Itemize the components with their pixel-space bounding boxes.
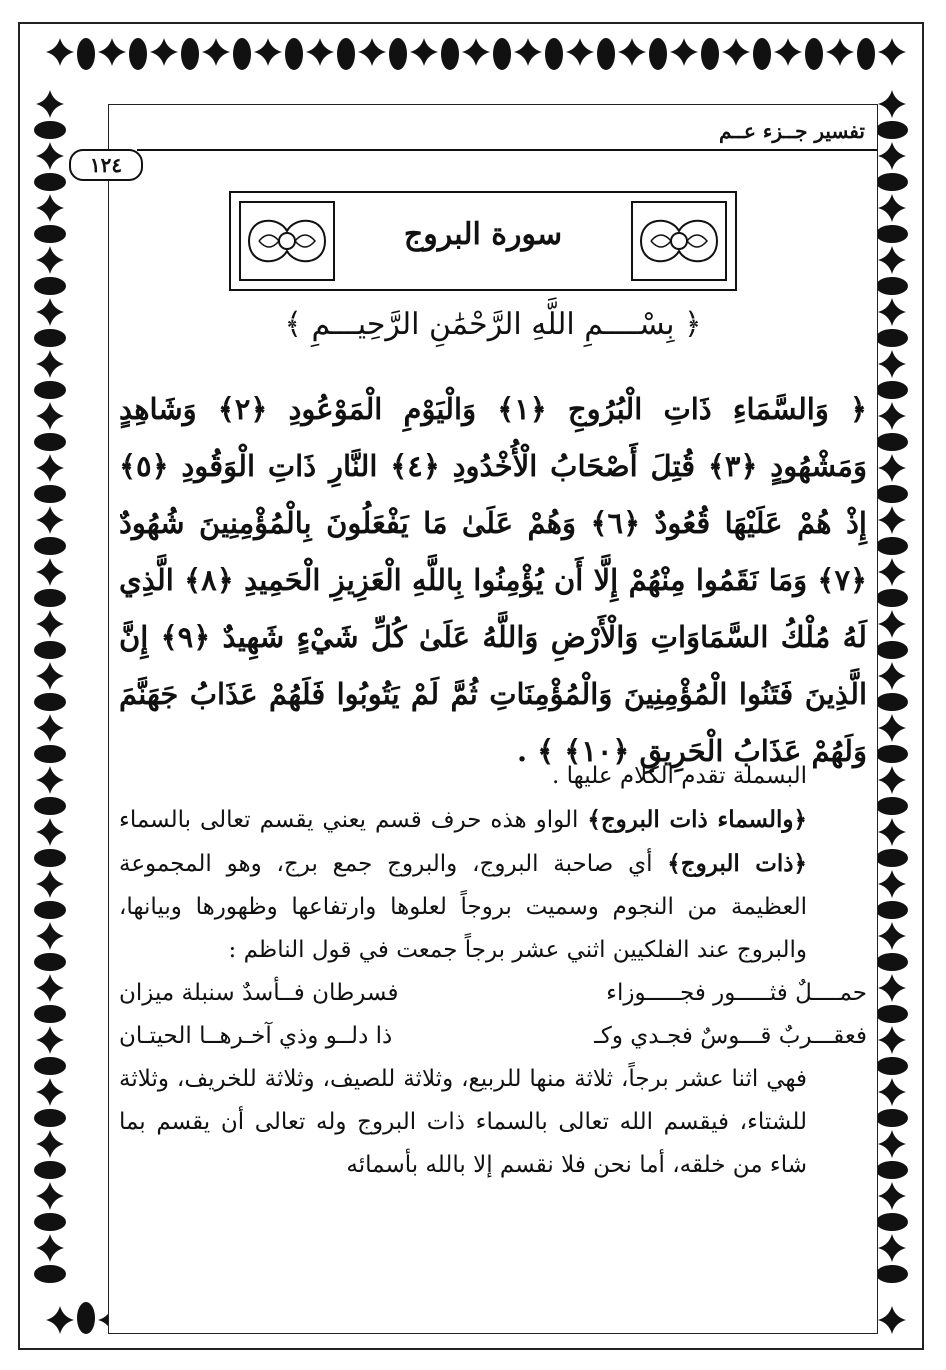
border-star-icon [36,142,64,170]
running-title: تفسير جــزء عــم [718,119,865,143]
border-star-icon [36,922,64,950]
paragraph [119,798,867,972]
paragraph: البسملة تقدم الكلام عليها . [552,763,807,789]
border-leaf-icon [34,225,66,243]
border-leaf-icon [34,849,66,867]
border-star-icon [36,246,64,274]
poem-hemistich: فعقـــربٌ قـــوسٌ فجـدي وكـ [594,1023,867,1049]
border-star-icon [878,714,906,742]
border-star-icon [878,766,906,794]
border-star-icon [36,714,64,742]
poem-hemistich: فسرطان فــأسدٌ سنبلة ميزان [119,980,399,1006]
border-star-icon [98,38,126,66]
border-star-icon [878,558,906,586]
border-leaf-icon [876,1005,908,1023]
surah-title-box [229,191,737,291]
border-leaf-icon [34,433,66,451]
paragraph-text: الواو هذه حرف قسم يعني يقسم تعالى بالسماء [119,807,588,833]
border-leaf-icon [34,1057,66,1075]
border-star-icon [826,38,854,66]
content-area [89,104,878,1334]
border-star-icon [878,506,906,534]
border-leaf-icon [876,953,908,971]
border-leaf-icon [34,1213,66,1231]
border-leaf-icon [77,38,95,70]
border-leaf-icon [233,38,251,70]
border-leaf-icon [34,641,66,659]
border-leaf-icon [597,38,615,70]
border-leaf-icon [34,1005,66,1023]
header-rule [137,149,877,151]
border-star-icon [36,1234,64,1262]
border-star-icon [36,454,64,482]
border-star-icon [618,38,646,66]
border-leaf-icon [876,381,908,399]
border-star-icon [878,246,906,274]
border-leaf-icon [876,1057,908,1075]
border-star-icon [878,298,906,326]
poem-hemistich: حمــــلٌ فثـــــور فجـــــوزاء [606,980,867,1006]
border-leaf-icon [34,901,66,919]
border-star-icon [36,610,64,638]
border-star-icon [878,818,906,846]
border-star-icon [878,454,906,482]
paragraph-text: أي صاحبة البروج، والبروج جمع برج، وهو المجموعة العظيمة من النجوم وسميت بروجاً لعلوها وارتفاعها وظهورها وبيانها، والبروج عند الفلكيين اثني عشر برجاً جمعت في قول الناظم : [119,851,807,963]
verse-line: الَّذِي لَهُ مُلْكُ السَّمَاوَاتِ وَالْأَرْضِ وَاللَّهُ عَلَىٰ كُلِّ شَيْءٍ شَهِيدٌ ﴿٩﴾ إِنَّ الَّذِينَ [119,563,867,711]
border-leaf-icon [753,38,771,70]
border-leaf-icon [77,1302,95,1334]
border-star-icon [36,350,64,378]
border-star-icon [36,1078,64,1106]
border-leaf-icon [181,38,199,70]
border-leaf-icon [876,537,908,555]
border-star-icon [774,38,802,66]
border-star-icon [878,90,906,118]
border-star-icon [878,38,906,66]
border-leaf-icon [876,745,908,763]
quote: ﴿ذات البروج﴾ [667,850,807,877]
border-leaf-icon [876,1109,908,1127]
border-star-icon [36,506,64,534]
border-leaf-icon [34,329,66,347]
border-leaf-icon [34,277,66,295]
border-star-icon [36,974,64,1002]
border-leaf-icon [545,38,563,70]
border-star-icon [670,38,698,66]
border-star-icon [36,194,64,222]
border-star-icon [514,38,542,66]
border-star-icon [462,38,490,66]
border-leaf-icon [337,38,355,70]
border-leaf-icon [876,901,908,919]
page-frame [18,22,924,1350]
border-leaf-icon [34,537,66,555]
border-star-icon [878,662,906,690]
border-star-icon [878,1130,906,1158]
border-star-icon [358,38,386,66]
border-star-icon [46,38,74,66]
border-leaf-icon [389,38,407,70]
border-leaf-icon [876,797,908,815]
verse-line: الْأُخْدُودِ ﴿٤﴾ النَّارِ ذَاتِ الْوَقُودِ ﴿٥﴾ إِذْ هُمْ عَلَيْهَا قُعُودٌ ﴿٦﴾ وَهُمْ عَلَىٰ مَا يَفْعَلُونَ [119,449,867,540]
page-number: ١٢٤ [69,149,143,181]
border-star-icon [36,1026,64,1054]
border-leaf-icon [34,745,66,763]
border-star-icon [36,402,64,430]
verse-line: بِالْمُؤْمِنِينَ شُهُودٌ ﴿٧﴾ وَمَا نَقَمُوا مِنْهُمْ إِلَّا أَن يُؤْمِنُوا بِاللَّهِ الْعَزِيزِ الْحَمِيدِ ﴿٨﴾ [119,506,868,597]
border-star-icon [878,922,906,950]
border-leaf-icon [34,797,66,815]
border-leaf-icon [876,277,908,295]
border-star-icon [36,558,64,586]
border-leaf-icon [493,38,511,70]
border-star-icon [254,38,282,66]
border-leaf-icon [876,1213,908,1231]
border-leaf-icon [34,1265,66,1283]
border-leaf-icon [876,485,908,503]
border-star-icon [878,1182,906,1210]
border-star-icon [878,142,906,170]
border-leaf-icon [34,1161,66,1179]
border-leaf-icon [876,121,908,139]
border-leaf-icon [876,693,908,711]
border-star-icon [566,38,594,66]
border-star-icon [202,38,230,66]
border-leaf-icon [34,1109,66,1127]
border-star-icon [36,90,64,118]
poem-line [119,1015,867,1058]
border-star-icon [410,38,438,66]
tafsir-body [119,755,867,1187]
border-leaf-icon [876,1161,908,1179]
border-leaf-icon [805,38,823,70]
border-star-icon [878,1234,906,1262]
border-star-icon [878,1306,906,1334]
border-leaf-icon [876,225,908,243]
border-star-icon [722,38,750,66]
border-leaf-icon [34,173,66,191]
border-leaf-icon [34,485,66,503]
poem-hemistich: ذا دلــو وذي آخـرهــا الحيتـان [119,1023,393,1049]
border-star-icon [36,870,64,898]
border-leaf-icon [857,38,875,70]
paragraph: فهي اثنا عشر برجاً، ثلاثة منها للربيع، وثلاثة للصيف، وثلاثة للخريف، وثلاثة للشتاء، فيقسم الله تعالى بالسماء ذات البروج وله تعالى أن يقسم بما شاء من خلقه، أما نحن فلا نقسم إلا بالله بأسمائه [119,1066,807,1178]
border-star-icon [36,818,64,846]
border-leaf-icon [34,121,66,139]
border-leaf-icon [876,1265,908,1283]
border-leaf-icon [876,433,908,451]
border-leaf-icon [34,381,66,399]
border-star-icon [306,38,334,66]
border-star-icon [36,1182,64,1210]
border-star-icon [878,194,906,222]
verse-line: ﴿ وَالسَّمَاءِ ذَاتِ الْبُرُوجِ ﴿١﴾ وَالْيَوْمِ الْمَوْعُودِ ﴿٢﴾ وَشَاهِدٍ وَمَشْهُودٍ ﴿٣﴾ قُتِلَ أَصْحَابُ [119,392,867,483]
border-star-icon [36,1130,64,1158]
quote: ﴿والسماء ذات البروج﴾ [587,806,807,833]
border-leaf-icon [34,589,66,607]
verse-line: فَتَنُوا الْمُؤْمِنِينَ وَالْمُؤْمِنَاتِ ثُمَّ لَمْ يَتُوبُوا فَلَهُمْ عَذَابُ جَهَنَّمَ وَلَهُمْ عَذَابُ [119,677,867,768]
basmala: ﴿ بِسْــــمِ اللَّهِ الرَّحْمَٰنِ الرَّحِيـــمِ ﴾ [284,307,702,342]
border-star-icon [878,610,906,638]
surah-title: سورة البروج [403,217,563,252]
border-leaf-icon [649,38,667,70]
border-star-icon [36,298,64,326]
border-star-icon [878,350,906,378]
border-leaf-icon [441,38,459,70]
border-star-icon [878,1078,906,1106]
border-star-icon [878,1026,906,1054]
border-star-icon [878,402,906,430]
quran-verses [119,381,867,780]
border-leaf-icon [876,589,908,607]
border-leaf-icon [876,173,908,191]
border-star-icon [36,766,64,794]
border-leaf-icon [129,38,147,70]
border-leaf-icon [701,38,719,70]
border-leaf-icon [876,641,908,659]
verse-line: الْحَرِيقِ ﴿١٠﴾ ﴾ . [516,734,724,768]
border-star-icon [36,662,64,690]
border-leaf-icon [876,849,908,867]
border-star-icon [150,38,178,66]
border-leaf-icon [285,38,303,70]
border-star-icon [46,1306,74,1334]
border-leaf-icon [876,329,908,347]
poem-line [119,972,867,1015]
border-leaf-icon [34,953,66,971]
border-star-icon [878,974,906,1002]
border-star-icon [878,870,906,898]
border-leaf-icon [34,693,66,711]
